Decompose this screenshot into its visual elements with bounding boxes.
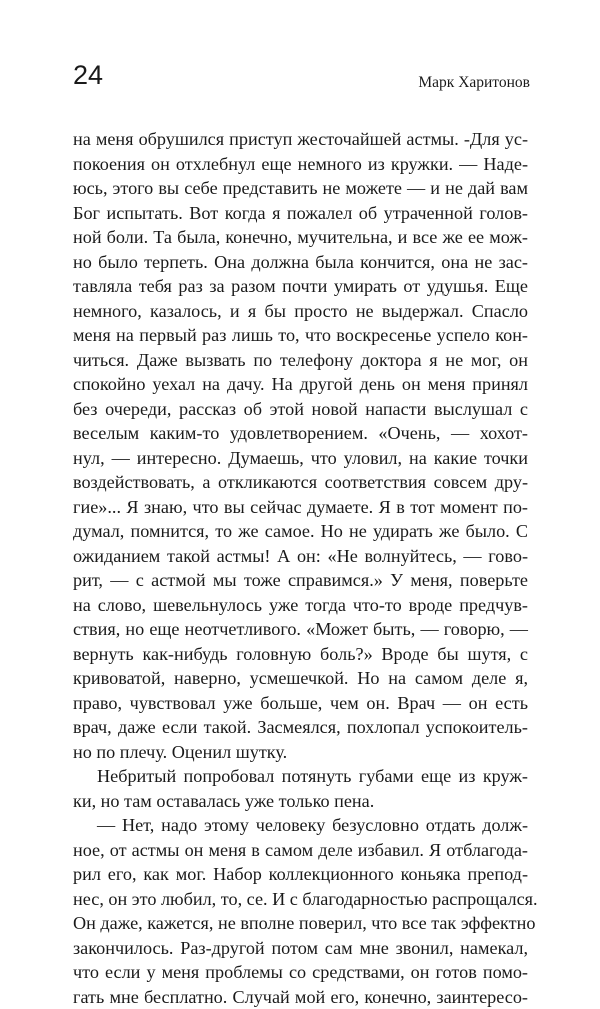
text-line: спокойно уехал на дачу. На другой день он меня принял [73,372,528,397]
text-line: но было терпеть. Она должна была кончится, она не зас- [73,250,528,275]
text-line: на слово, шевельнулось уже тогда что-то вроде предчув- [73,593,528,618]
text-line: тавляла тебя раз за разом почти умирать от удушья. Еще [73,274,528,299]
text-line: ствия, но еще неотчетливого. «Может быть, — говорю, — [73,617,528,642]
text-line: врач, даже если такой. Засмеялся, похлопал успокоитель- [73,715,528,740]
text-line: гие»... Я знаю, что вы сейчас думаете. Я в тот момент по- [73,495,528,520]
text-line: закончилось. Раз-другой потом сам мне звонил, намекал, [73,936,528,961]
text-line: ной боли. Та была, конечно, мучительна, и все же ее мож- [73,225,528,250]
text-line: но по плечу. Оценил шутку. [73,740,528,765]
text-line: воздействовать, а откликаются соответствия совсем дру- [73,470,528,495]
text-line: нес, он это любил, то, се. И с благодарностью распрощался. [73,887,528,912]
text-line: думал, помнится, то же самое. Но не удирать же было. С [73,519,528,544]
text-line: Бог испытать. Вот когда я пожалел об утраченной голов- [73,201,528,226]
text-line: Небритый попробовал потянуть губами еще из круж- [73,764,528,789]
text-line: гать мне бесплатно. Случай мой его, конечно, заинтересо- [73,985,528,1009]
text-line: немного, казалось, и я бы просто не выдержал. Спасло [73,299,528,324]
text-line: кривоватой, наверно, усмешечкой. Но на самом деле я, [73,666,528,691]
text-line: — Нет, надо этому человеку безусловно отдать долж- [73,813,528,838]
text-line: без очереди, рассказ об этой новой напасти выслушал с [73,397,528,422]
text-line: нул, — интересно. Думаешь, что уловил, на какие точки [73,446,528,471]
text-line: что если у меня проблемы со средствами, он готов помо- [73,960,528,985]
text-line: рил его, как мог. Набор коллекционного коньяка препод- [73,862,528,887]
running-head-author: Марк Харитонов [418,74,530,92]
text-line: ки, но там оставалась уже только пена. [73,789,528,814]
text-line: веселым каким-то удовлетворением. «Очень, — хохот- [73,421,528,446]
text-line: юсь, этого вы себе представить не можете — и не дай вам [73,176,528,201]
text-line: покоения он отхлебнул еще немного из кружки. — Наде- [73,152,528,177]
text-line: на меня обрушился приступ жесточайшей астмы. -Для ус- [73,127,528,152]
text-line: Он даже, кажется, не вполне поверил, что все так эффектно [73,911,528,936]
text-line: меня на первый раз лишь то, что воскресенье успело кон- [73,323,528,348]
text-line: рит, — с астмой мы тоже справимся.» У меня, поверьте [73,568,528,593]
page-number: 24 [73,60,103,90]
text-line: ное, от астмы он меня в самом деле избавил. Я отблагода- [73,838,528,863]
text-line: ожиданием такой астмы! А он: «Не волнуйтесь, — гово- [73,544,528,569]
text-line: читься. Даже вызвать по телефону доктора я не мог, он [73,348,528,373]
text-line: вернуть как-нибудь головную боль?» Вроде бы шутя, с [73,642,528,667]
text-line: право, чувствовал уже больше, чем он. Врач — он есть [73,691,528,716]
body-text [73,127,528,1009]
